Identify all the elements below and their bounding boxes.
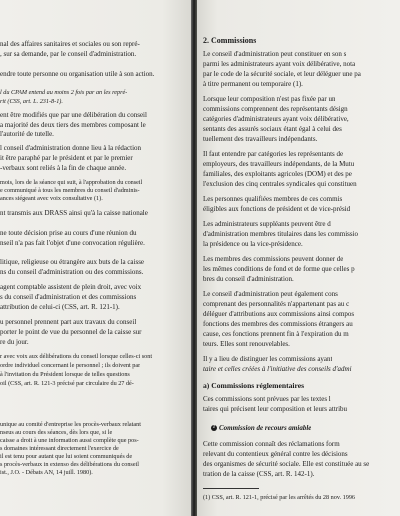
left-line: litique, religieuse ou étrangère aux buts de la caisse: [0, 258, 145, 266]
right-line: des organismes de sécurité sociale. Elle est constituée au se: [203, 460, 370, 468]
commission-heading: [211, 424, 311, 434]
right-line: teurs. Elles sont renouvelables.: [203, 340, 290, 348]
left-line: à l'invitation du Président lorsque de telles questions: [0, 371, 130, 378]
left-line: l du CPAM entend au moins 2 fois par an les repré-: [0, 89, 128, 96]
left-line: mois, lors de la séance qui suit, à l'approbation du conseil: [0, 179, 143, 186]
left-line: unique au comité d'entreprise les procès-verbaux relatant: [0, 421, 141, 428]
right-line: éligibles aux fonctions de président et de vice-présid: [203, 205, 351, 213]
right-line: taire et celles créées à l'initiative des conseils d'admi: [203, 365, 352, 373]
right-line: déléguer d'attributions aux commissions ainsi compos: [203, 310, 355, 318]
left-line: ist., J.O. - Débats AN, 14 juill. 1980).: [0, 469, 93, 476]
right-line: les mêmes conditions de fond et de forme que celles p: [203, 265, 355, 273]
right-line: la présidence ou la vice-présidence.: [203, 240, 303, 248]
right-line: d'administration membres titulaires dans les commissio: [203, 230, 359, 238]
left-line: r avec voix aux délibérations du conseil lorsque celles-ci sont: [0, 353, 153, 360]
left-line: ordre individuel concernant le personnel ; ils doivent par: [0, 362, 141, 369]
footnote-rule: [203, 488, 259, 489]
right-line: Le conseil d'administration peut constituer en son s: [203, 50, 347, 58]
right-line: tuellement des travailleurs indépendants.: [203, 135, 318, 143]
left-line: porter le point de vue du personnel de la caisse sur: [0, 328, 142, 336]
right-line: (1) CSS, art. R. 121-1, précisé par les arrêtés du 28 nov. 1996: [203, 494, 356, 501]
right-line: familiales, des exploitants agricoles (DOM) et des pe: [203, 170, 352, 178]
right-line: à titre permanent ou temporaire (1).: [203, 80, 303, 88]
left-line: il est tenu pour autant que lui soient communiqués de: [0, 453, 133, 460]
left-line: caisse a droit à une information aussi complète que pos-: [0, 437, 139, 444]
right-line: tration de la caisse (CSS, art. R. 142-1).: [203, 470, 315, 478]
left-line: it être paraphé par le président et par le premier: [0, 154, 133, 162]
right-line: fonctions des membres des commissions étrangers au: [203, 320, 353, 328]
left-line: l conseil d'administration donne lieu à la rédaction: [0, 144, 142, 152]
right-line: taires qui précisent leur composition et leurs attribu: [203, 405, 348, 413]
right-line: par le code de la sécurité sociale, et leur déléguer une pa: [203, 70, 361, 78]
right-line: l'exclusion des cinq centrales syndicales qui constituen: [203, 180, 357, 188]
left-line: rit (CSS, art. L. 231-8-1).: [0, 98, 63, 105]
right-line: Les membres des commissions peuvent donner de: [203, 255, 344, 263]
right-line: bres du conseil d'administration.: [203, 275, 294, 283]
right-line: Ces commissions sont prévues par les textes l: [203, 395, 331, 403]
right-line: sentants des assurés sociaux étant égal à celui des: [203, 125, 342, 133]
right-line: parmi les administrateurs ayant voix délibérative, nota: [203, 60, 356, 68]
right-line: Le conseil d'administration peut également cons: [203, 290, 338, 298]
left-line: nt transmis aux DRASS ainsi qu'à la caisse nationale: [0, 209, 148, 217]
right-line: Cette commission connaît des réclamations form: [203, 440, 340, 448]
left-line: s du conseil d'administration et des commissions: [0, 293, 137, 301]
right-line: relevant du contentieux général contre les décisions: [203, 450, 348, 458]
left-line: s domaines intéressant directement l'exercice de: [0, 445, 119, 452]
left-line: oil (CSS, art. R. 121-3 précisé par circulaire du 27 dé-: [0, 380, 134, 387]
right-line: employeurs, des travailleurs indépendants, de la Mutu: [203, 160, 355, 168]
left-line: a majorité des deux tiers des membres composant le: [0, 121, 146, 129]
left-line: u personnel prennent part aux travaux du conseil: [0, 318, 137, 326]
left-line: attribution de celui-ci (CSS, art. R. 121-1).: [0, 303, 120, 311]
left-line: e communiqué à tous les membres du conseil d'adminis-: [0, 187, 140, 194]
section-heading: 2. Commissions: [203, 36, 257, 45]
right-line: Il faut entendre par catégories les représentants de: [203, 150, 344, 158]
right-line: commissions comprennent des représentants désign: [203, 105, 348, 113]
left-line: nal des affaires sanitaires et sociales ou son repré-: [0, 40, 140, 48]
left-line: nseus au cours des séances, dès lors que, si le: [0, 429, 113, 436]
left-line: -verbaux sont reliés à la fin de chaque année.: [0, 164, 127, 172]
numbered-bullet-icon: 1: [212, 425, 216, 431]
right-line: catégories d'administrateurs ayant voix délibérative,: [203, 115, 349, 123]
right-line: Les administrateurs suppléants peuvent être d: [203, 220, 331, 228]
left-line: agent comptable assistent de plein droit, avec voix: [0, 283, 142, 291]
right-line: cause, ces fonctions prennent fin à l'expiration du m: [203, 330, 349, 338]
right-page: [197, 0, 400, 516]
left-line: , sur sa demande, par le conseil d'administration.: [0, 50, 137, 58]
left-line: ent être modifiés que par une délibération du conseil: [0, 111, 147, 119]
left-line: re du jour.: [0, 338, 29, 346]
left-line: s procès-verbaux in extenso des délibérations du conseil: [0, 461, 140, 468]
left-line: l'autorité de tutelle.: [0, 130, 54, 138]
left-line: ne toute décision prise au cours d'une réunion du: [0, 229, 137, 237]
right-line: comprenant des personnalités n'appartenant pas au c: [203, 300, 350, 308]
right-line: Il y a lieu de distinguer les commissions ayant: [203, 355, 333, 363]
left-line: endre toute personne ou organisation utile à son action.: [0, 70, 155, 78]
left-line: ances siégeant avec voix consultative (1).: [0, 195, 103, 202]
commission-heading-label: Commission de recours amiable: [219, 424, 312, 432]
left-line: nseil n'a pas fait l'objet d'une convocation régulière.: [0, 239, 145, 247]
right-line: Les personnes qualifiées membres de ces commis: [203, 195, 343, 203]
left-page: [0, 0, 191, 516]
subsection-heading: a) Commissions réglementaires: [203, 381, 305, 390]
left-line: ns du conseil d'administration ou des commissions.: [0, 268, 144, 276]
right-line: Lorsque leur composition n'est pas fixée par un: [203, 95, 336, 103]
